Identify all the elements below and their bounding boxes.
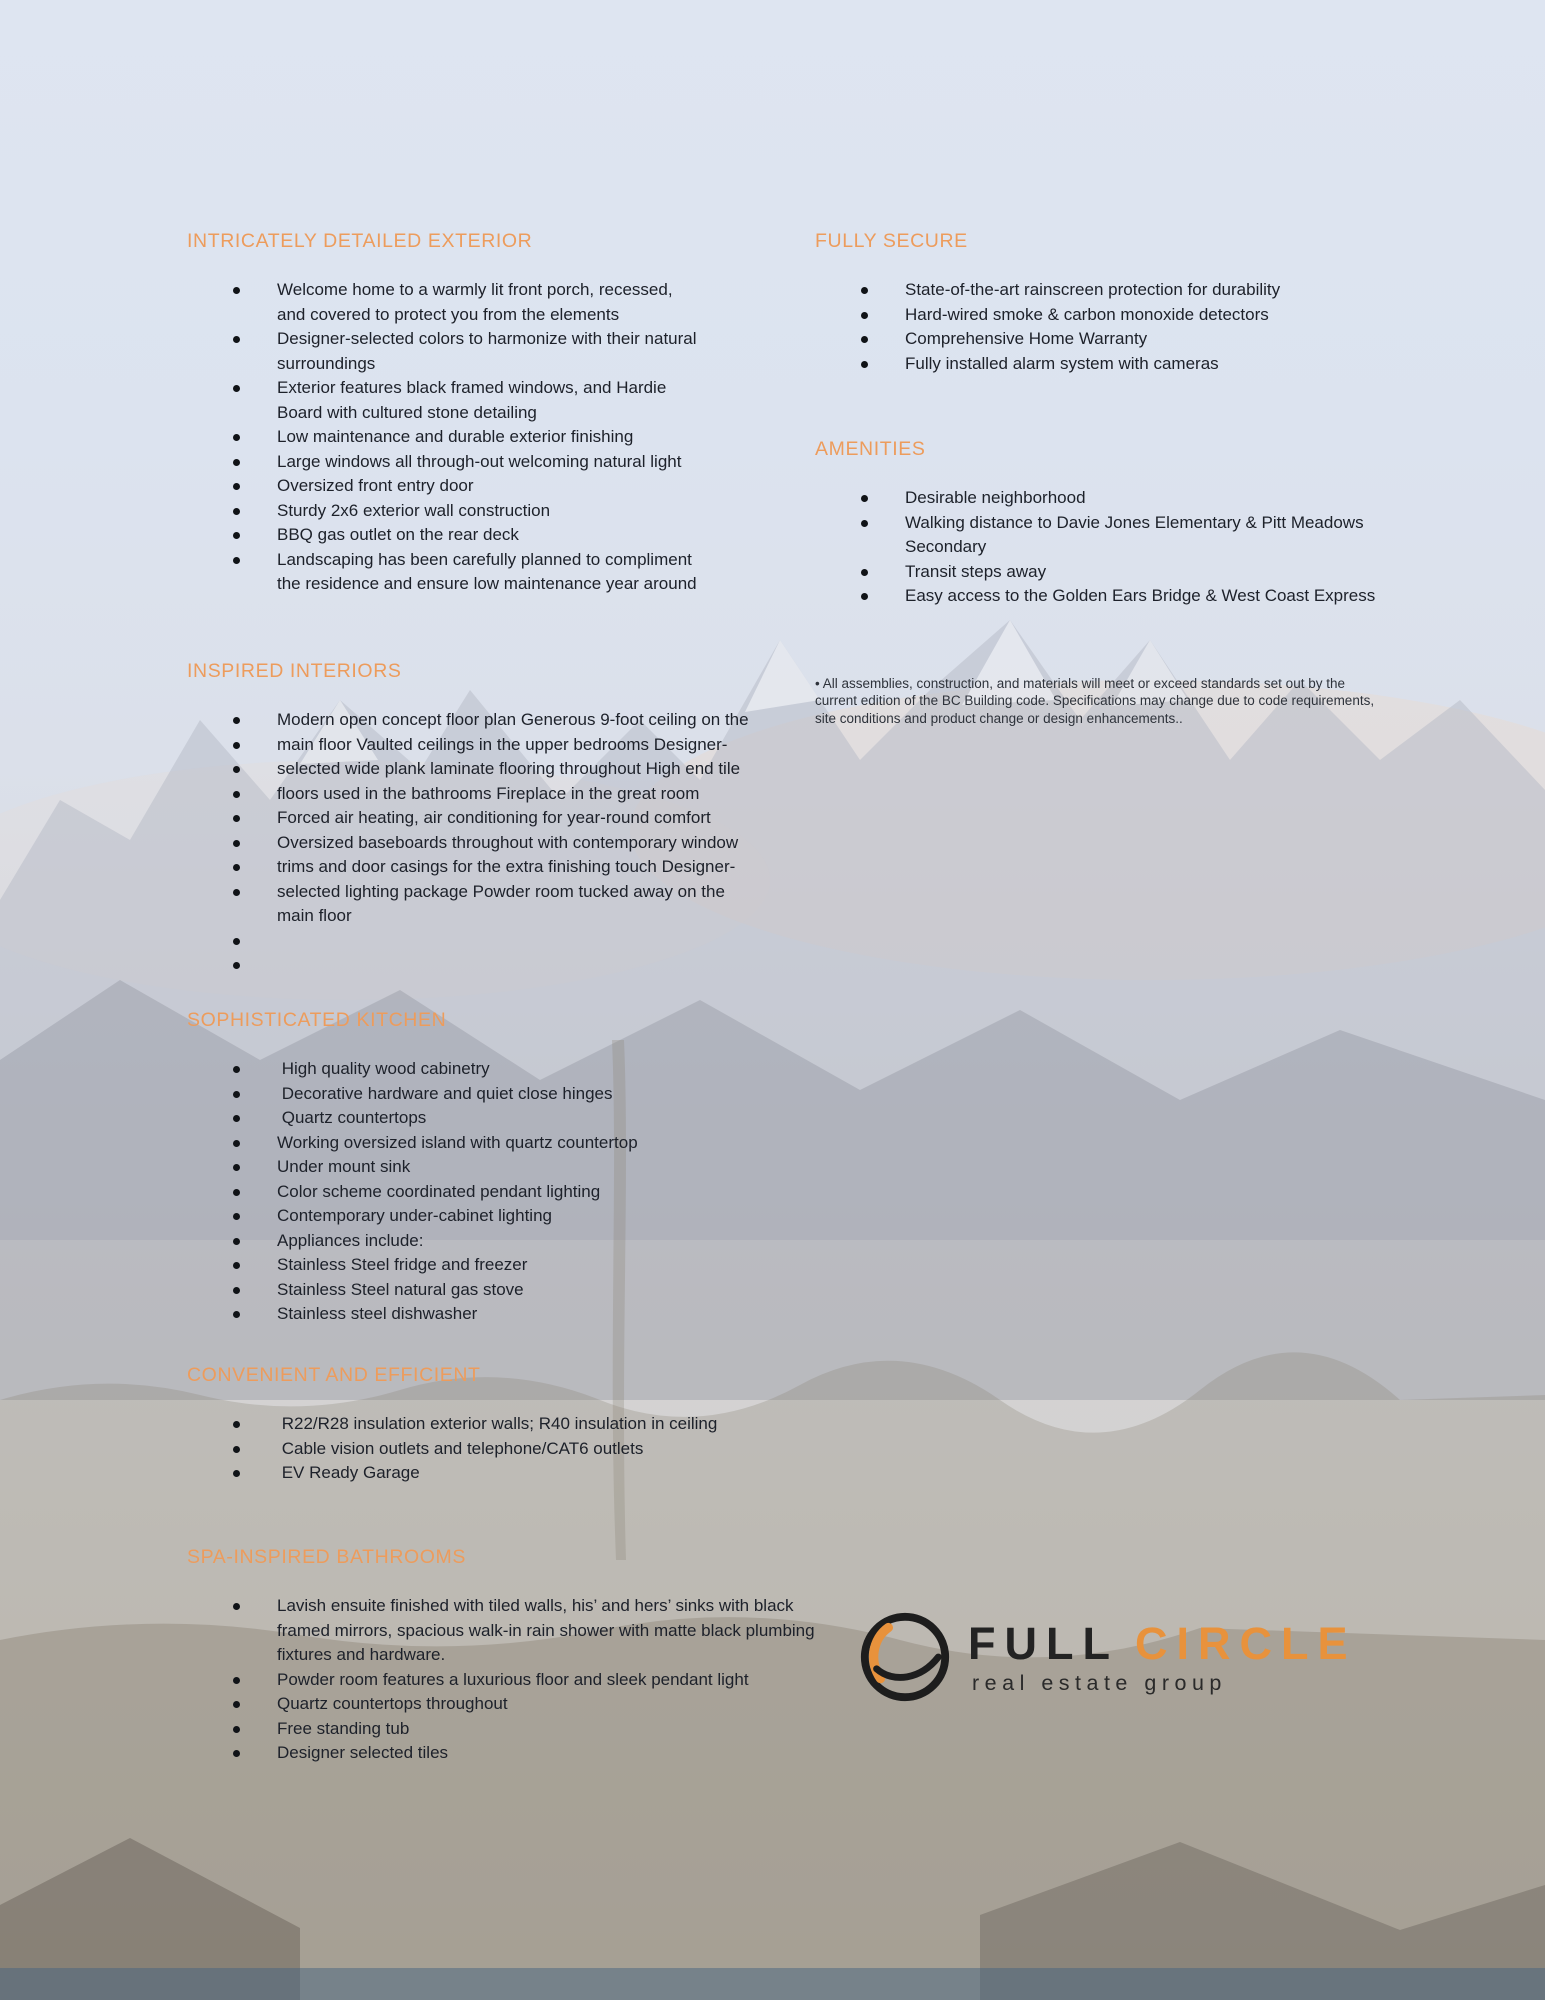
list-item-text: Easy access to the Golden Ears Bridge & West Coast Express bbox=[905, 586, 1376, 605]
list-item bbox=[187, 499, 697, 524]
list-item bbox=[815, 278, 1390, 303]
list-item bbox=[187, 1668, 817, 1693]
section-exterior-list bbox=[187, 278, 702, 597]
list-item-text: Quartz countertops throughout bbox=[277, 1694, 508, 1713]
list-item-text: Walking distance to Davie Jones Elementary & Pitt Meadows Secondary bbox=[905, 512, 1369, 556]
list-item-text: Oversized baseboards throughout with contemporary window bbox=[277, 832, 739, 852]
section-convenient-list bbox=[187, 1412, 787, 1486]
list-item bbox=[187, 278, 697, 327]
list-item bbox=[187, 1594, 820, 1668]
list-item bbox=[815, 303, 1390, 328]
list-item bbox=[187, 1204, 787, 1229]
list-item bbox=[187, 1180, 787, 1205]
list-item bbox=[187, 425, 697, 450]
list-item bbox=[187, 953, 787, 978]
logo-title bbox=[968, 1617, 1357, 1669]
list-item bbox=[187, 1692, 817, 1717]
section-kitchen-list bbox=[187, 1057, 787, 1327]
list-item-text: Working oversized island with quartz countertop bbox=[277, 1132, 638, 1152]
disclaimer-note: • All assemblies, construction, and materials will meet or exceed standards set out by the current edition of the BC Building code. Specifications may change due to code requirements, site conditions and product change or design enhancements.. bbox=[815, 675, 1375, 726]
list-item bbox=[187, 1155, 787, 1180]
list-item-text: main floor bbox=[277, 906, 352, 925]
section-kitchen-title: SOPHISTICATED KITCHEN bbox=[187, 1009, 447, 1031]
list-item-text: Modern open concept floor plan Generous 9-foot ceiling on the bbox=[277, 710, 749, 729]
list-item-text: Free standing tub bbox=[277, 1718, 410, 1738]
section-convenient-title: CONVENIENT AND EFFICIENT bbox=[187, 1364, 481, 1386]
list-item bbox=[187, 880, 787, 905]
logo-title-primary: FULL bbox=[968, 1617, 1119, 1669]
list-item-text: State-of-the-art rainscreen protection for durability bbox=[905, 280, 1281, 299]
section-amenities-list bbox=[815, 486, 1390, 609]
list-item bbox=[187, 733, 787, 758]
list-item-text: Forced air heating, air conditioning for year-round comfort bbox=[277, 808, 711, 827]
list-item bbox=[187, 1057, 787, 1082]
list-item-text: Designer selected tiles bbox=[277, 1743, 449, 1762]
list-item bbox=[187, 474, 697, 499]
list-item-text: Comprehensive Home Warranty bbox=[905, 329, 1148, 348]
list-item-text: Decorative hardware and quiet close hinges bbox=[277, 1083, 613, 1103]
list-item-text: selected lighting package Powder room tucked away on the bbox=[277, 881, 725, 901]
list-item bbox=[187, 831, 787, 856]
list-item bbox=[187, 1437, 787, 1462]
section-convenient bbox=[187, 1362, 787, 1486]
list-item-text: Desirable neighborhood bbox=[905, 488, 1086, 507]
list-item bbox=[187, 708, 787, 733]
list-item bbox=[187, 1253, 787, 1278]
list-item bbox=[187, 1082, 787, 1107]
list-item-text: EV Ready Garage bbox=[277, 1463, 420, 1482]
list-item-text: Low maintenance and durable exterior finishing bbox=[277, 427, 634, 446]
list-item-text: Transit steps away bbox=[905, 561, 1047, 581]
list-item-text: Cable vision outlets and telephone/CAT6 outlets bbox=[277, 1438, 644, 1458]
list-item-text: Oversized front entry door bbox=[277, 476, 474, 495]
section-amenities-title: AMENITIES bbox=[815, 438, 926, 460]
logo-text bbox=[968, 1617, 1357, 1695]
list-item-text: Fully installed alarm system with cameras bbox=[905, 353, 1219, 373]
list-item bbox=[187, 855, 787, 880]
section-interiors-list bbox=[187, 708, 787, 978]
list-item bbox=[187, 904, 787, 929]
list-item bbox=[187, 376, 697, 425]
section-interiors bbox=[187, 658, 787, 978]
list-item-text: Large windows all through-out welcoming natural light bbox=[277, 451, 682, 471]
list-item-text: main floor Vaulted ceilings in the upper bedrooms Designer- bbox=[277, 734, 728, 754]
logo-circle-icon bbox=[856, 1608, 954, 1706]
list-item bbox=[187, 1461, 787, 1486]
list-item-text: High quality wood cabinetry bbox=[277, 1059, 490, 1078]
section-bathrooms bbox=[187, 1544, 820, 1766]
list-item-text: trims and door casings for the extra finishing touch Designer- bbox=[277, 857, 736, 876]
list-item-text: Lavish ensuite finished with tiled walls, his’ and hers’ sinks with black framed mirrors, spacious walk-in rain shower with matte black plumbing fixtures and hardware. bbox=[277, 1596, 820, 1664]
list-item bbox=[187, 1131, 787, 1156]
list-item bbox=[815, 352, 1390, 377]
list-item bbox=[815, 560, 1390, 585]
list-item bbox=[187, 782, 787, 807]
list-item-text: Welcome home to a warmly lit front porch, recessed, and covered to protect you from the elements bbox=[277, 280, 678, 324]
list-item-text: Exterior features black framed windows, and Hardie Board with cultured stone detailing bbox=[277, 378, 672, 422]
list-item-text: Stainless Steel natural gas stove bbox=[277, 1279, 524, 1299]
section-secure bbox=[815, 228, 1390, 376]
logo bbox=[856, 1608, 1356, 1706]
list-item bbox=[187, 523, 697, 548]
list-item-text: Color scheme coordinated pendant lighting bbox=[277, 1181, 601, 1201]
section-secure-list bbox=[815, 278, 1390, 376]
section-amenities bbox=[815, 436, 1390, 609]
list-item bbox=[187, 327, 702, 376]
list-item-text: Under mount sink bbox=[277, 1157, 411, 1176]
list-item-text: Quartz countertops bbox=[277, 1108, 427, 1127]
list-item bbox=[187, 548, 697, 597]
list-item-text: floors used in the bathrooms Fireplace in the great room bbox=[277, 783, 700, 803]
list-item bbox=[187, 450, 697, 475]
section-secure-title: FULLY SECURE bbox=[815, 230, 968, 252]
logo-subtitle: real estate group bbox=[972, 1670, 1227, 1695]
list-item-text: Sturdy 2x6 exterior wall construction bbox=[277, 500, 551, 520]
section-kitchen bbox=[187, 1007, 787, 1327]
list-item-text: Designer-selected colors to harmonize with their natural surroundings bbox=[277, 329, 702, 373]
list-item bbox=[187, 1717, 817, 1742]
logo-title-accent: CIRCLE bbox=[1134, 1617, 1357, 1669]
list-item-text: Contemporary under-cabinet lighting bbox=[277, 1206, 552, 1225]
section-exterior bbox=[187, 228, 702, 597]
list-item-text: BBQ gas outlet on the rear deck bbox=[277, 525, 519, 544]
list-item bbox=[187, 806, 787, 831]
section-bathrooms-title: SPA-INSPIRED BATHROOMS bbox=[187, 1546, 467, 1568]
list-item-text: selected wide plank laminate flooring throughout High end tile bbox=[277, 759, 741, 778]
list-item bbox=[815, 327, 1390, 352]
list-item-text: Landscaping has been carefully planned to compliment the residence and ensure low maintenance year around bbox=[277, 549, 697, 593]
list-item bbox=[187, 1741, 817, 1766]
list-item bbox=[815, 584, 1390, 609]
list-item bbox=[815, 511, 1390, 560]
list-item-text: Appliances include: bbox=[277, 1230, 424, 1250]
list-item bbox=[187, 1278, 787, 1303]
list-item bbox=[187, 1302, 787, 1327]
list-item bbox=[187, 757, 787, 782]
list-item-text: R22/R28 insulation exterior walls; R40 insulation in ceiling bbox=[277, 1414, 718, 1433]
list-item-text: Stainless steel dishwasher bbox=[277, 1304, 478, 1323]
section-exterior-title: INTRICATELY DETAILED EXTERIOR bbox=[187, 230, 533, 252]
list-item bbox=[187, 1106, 787, 1131]
list-item-text: Stainless Steel fridge and freezer bbox=[277, 1255, 528, 1274]
list-item-text: Powder room features a luxurious floor and sleek pendant light bbox=[277, 1669, 749, 1689]
list-item bbox=[187, 1412, 787, 1437]
list-item bbox=[815, 486, 1390, 511]
section-interiors-title: INSPIRED INTERIORS bbox=[187, 660, 402, 682]
section-bathrooms-list bbox=[187, 1594, 820, 1766]
list-item bbox=[187, 1229, 787, 1254]
list-item-text: Hard-wired smoke & carbon monoxide detectors bbox=[905, 304, 1269, 324]
list-item bbox=[187, 929, 787, 954]
